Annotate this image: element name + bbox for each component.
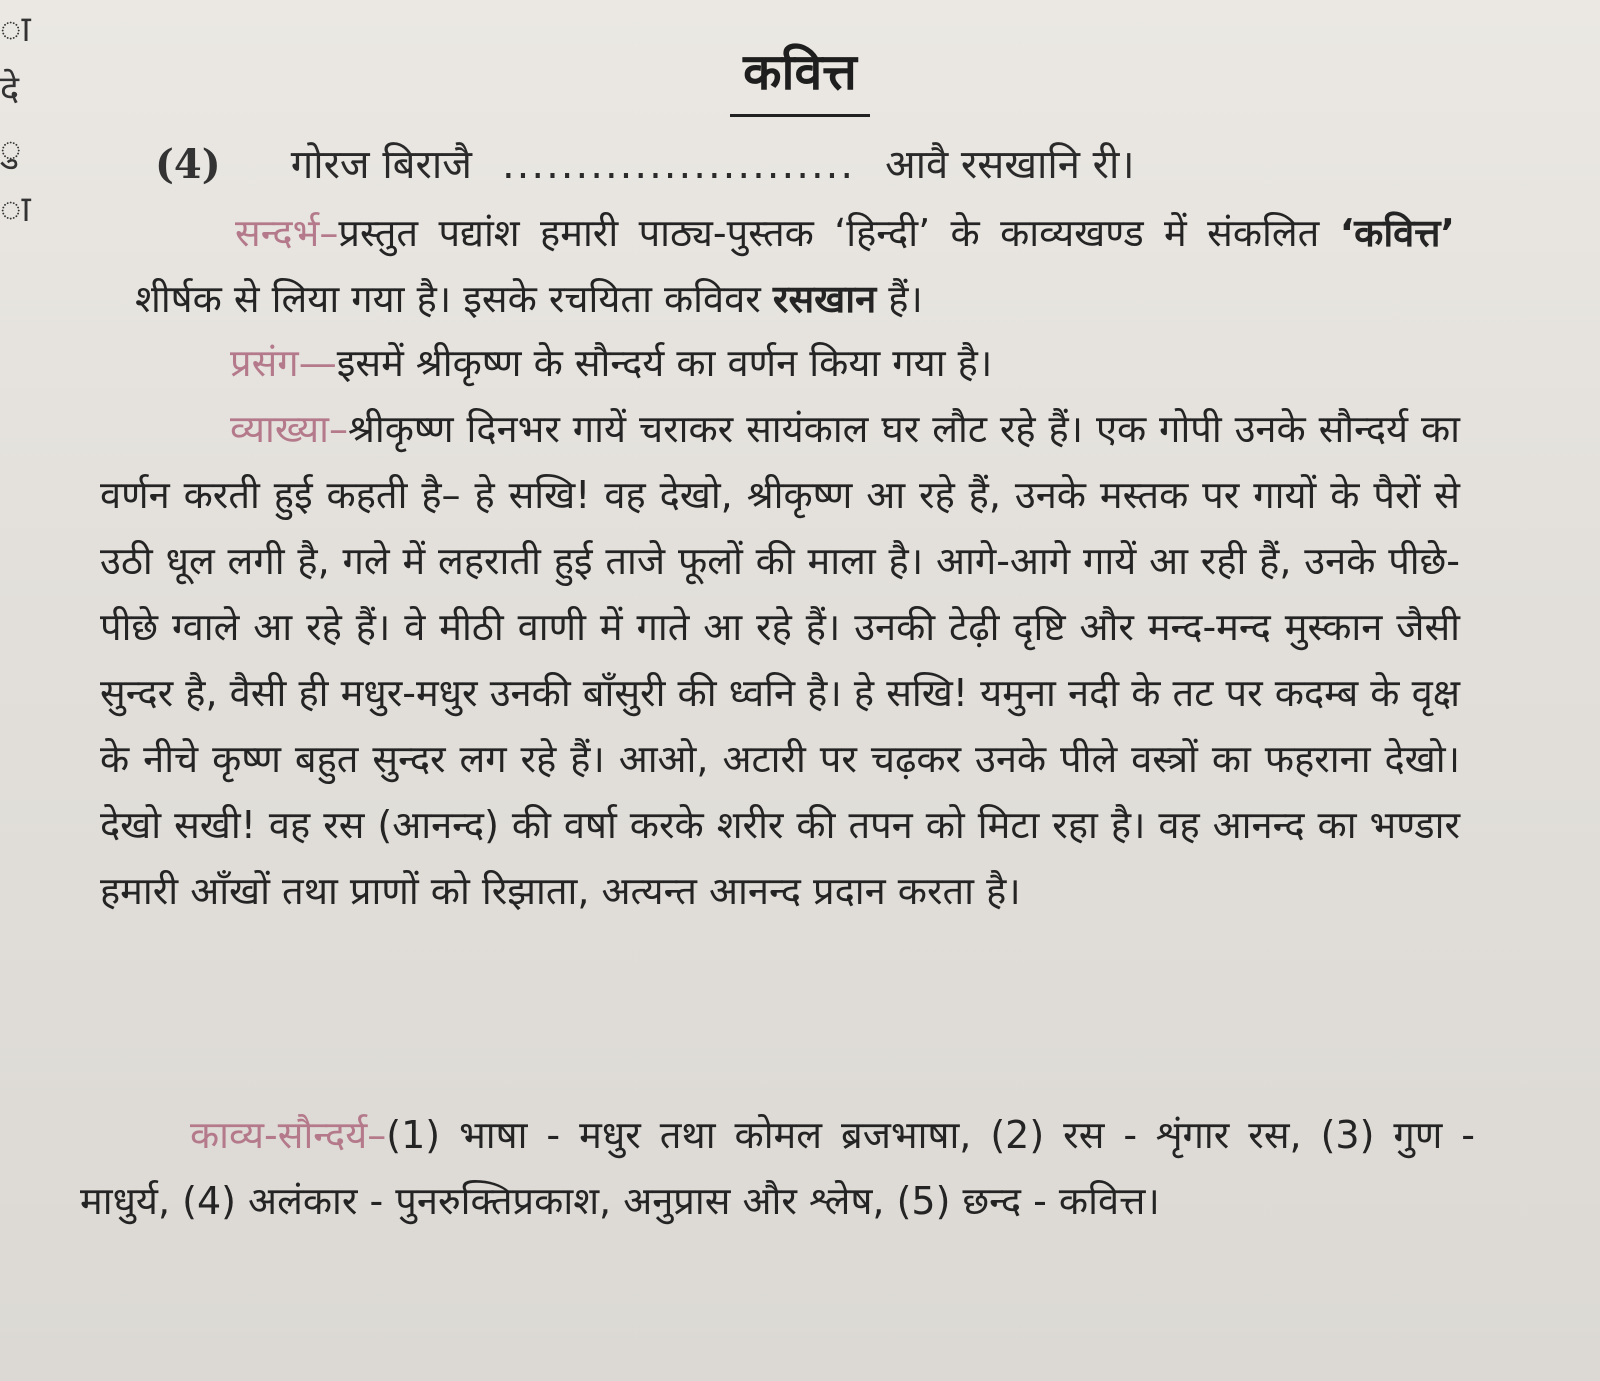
page-title: कवित्त xyxy=(743,43,857,101)
sandarbh-text-2: शीर्षक से लिया गया है। इसके रचयिता कविवर xyxy=(135,277,773,321)
poem-title-bold: ‘कवित्त’ xyxy=(1339,211,1455,255)
prasang-text: इसमें श्रीकृष्ण के सौन्दर्य का वर्णन किया गया है। xyxy=(336,341,993,385)
vyakhya-paragraph xyxy=(100,396,1460,924)
sandarbh-text: प्रस्तुत पद्यांश हमारी पाठ्य-पुस्तक ‘हिन्दी’ के काव्यखण्ड में संकलित xyxy=(338,211,1340,255)
prasang-label: प्रसंग— xyxy=(230,341,337,385)
verse-start: गोरज बिराजै xyxy=(290,142,472,188)
title-underline xyxy=(730,114,870,117)
prasang-paragraph xyxy=(135,330,1455,396)
sandarbh-paragraph xyxy=(135,200,1455,332)
kavya-saundarya-text: (1) भाषा - मधुर तथा कोमल ब्रजभाषा, (2) रस - शृंगार रस, (3) गुण - माधुर्य, (4) अलंकार - पुनरुक्तिप्रकाश, अनुप्रास और श्लेष, (5) छन्द - कवित्त। xyxy=(80,1113,1475,1223)
verse-ellipsis: ........................ xyxy=(501,142,856,188)
vyakhya-text: श्रीकृष्ण दिनभर गायें चराकर सायंकाल घर लौट रहे हैं। एक गोपी उनके सौन्दर्य का वर्णन करती हुई कहती है– हे सखि! वह देखो, श्रीकृष्ण आ रहे हैं, उनके मस्तक पर गायों के पैरों से उठी धूल लगी है, गले में लहराती हुई ताजे फूलों की माला है। आगे-आगे गायें आ रही हैं, उनके पीछे-पीछे ग्वाले आ रहे हैं। वे मीठी वाणी में गाते आ रहे हैं। उनकी टेढ़ी दृष्टि और मन्द-मन्द मुस्कान जैसी सुन्दर है, वैसी ही मधुर-मधुर उनकी बाँसुरी की ध्वनि है। हे सखि! यमुना नदी के तट पर कदम्ब के वृक्ष के नीचे कृष्ण बहुत सुन्दर लग रहे हैं। आओ, अटारी पर चढ़कर उनके पीले वस्त्रों का फहराना देखो। देखो सखी! वह रस (आनन्द) की वर्षा करके शरीर की तपन को मिटा रहा है। वह आनन्द का भण्डार हमारी आँखों तथा प्राणों को रिझाता, अत्यन्त आनन्द प्रदान करता है। xyxy=(100,407,1460,913)
vyakhya-label: व्याख्या– xyxy=(230,407,348,451)
verse-reference-line xyxy=(155,135,1135,190)
margin-mark: ु xyxy=(0,129,22,170)
verse-end: आवै रसखानि री। xyxy=(885,142,1135,188)
kavya-saundarya-paragraph xyxy=(80,1102,1475,1234)
sandarbh-text-3: हैं। xyxy=(876,277,923,321)
poet-name-bold: रसखान xyxy=(772,277,877,321)
sandarbh-label: सन्दर्भ– xyxy=(235,211,339,255)
verse-number: (4) xyxy=(155,141,221,188)
margin-mark: दे xyxy=(0,69,20,110)
margin-mark: ा xyxy=(0,9,31,50)
kavya-saundarya-label: काव्य-सौन्दर्य– xyxy=(190,1113,387,1157)
margin-mark: ा xyxy=(0,189,31,230)
